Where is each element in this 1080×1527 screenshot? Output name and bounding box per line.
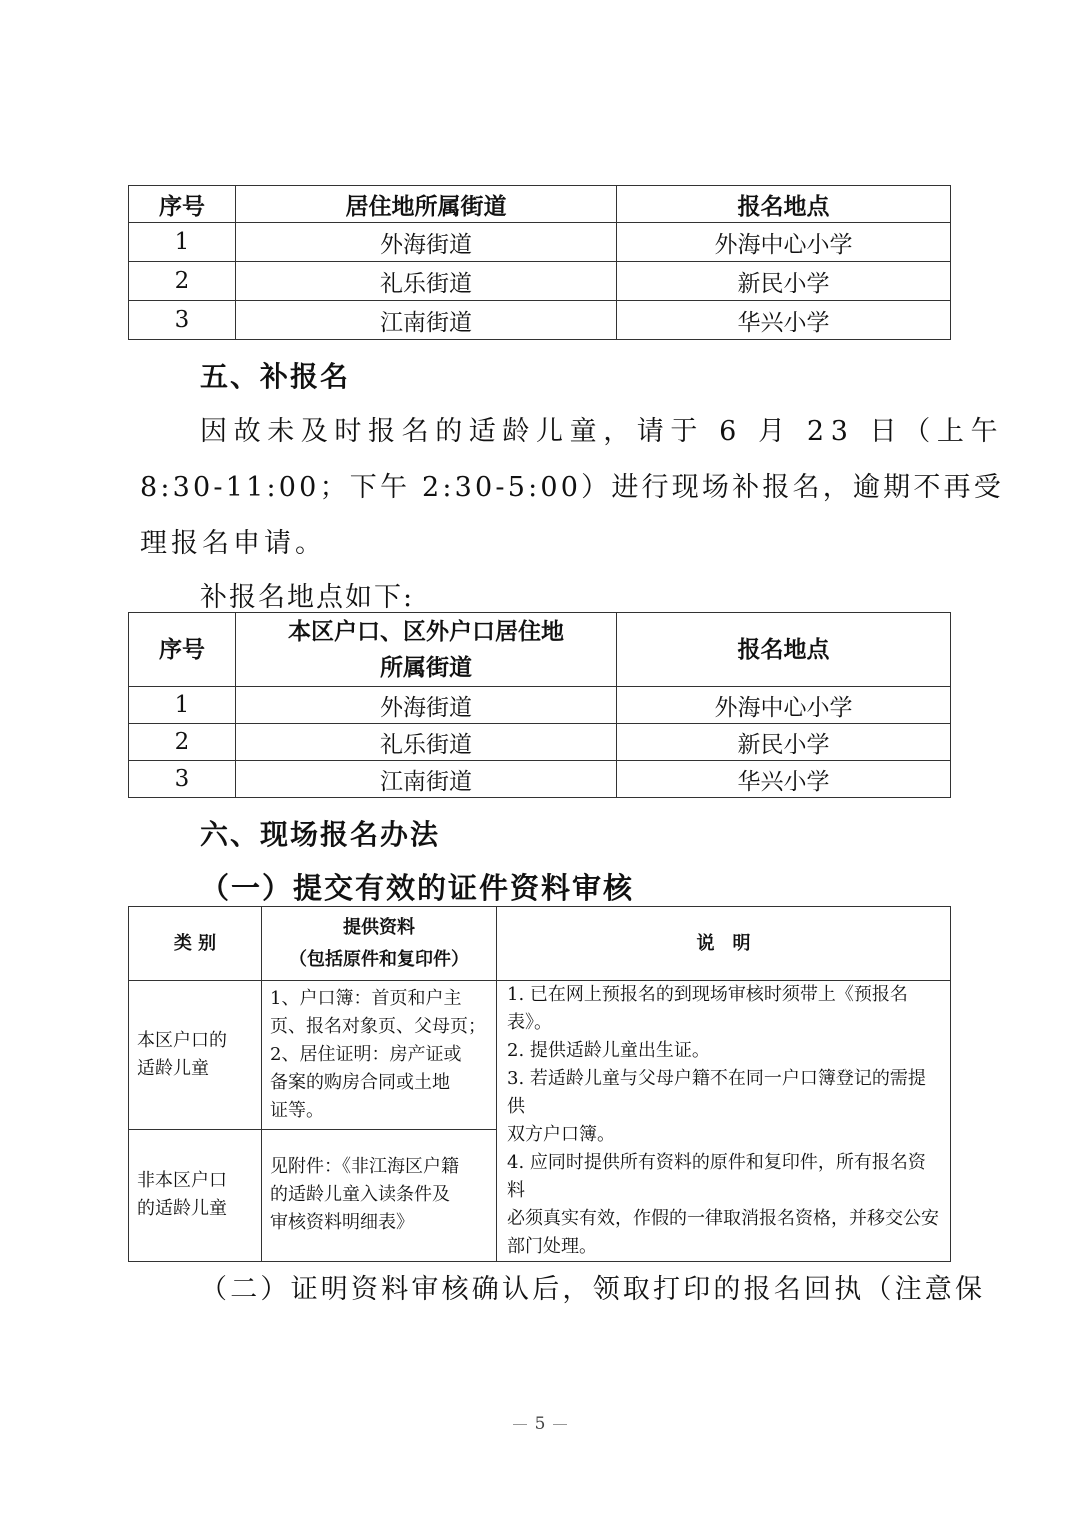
note-line: 3. 若适龄儿童与父母户籍不在同一户口簿登记的需提供 [507,1068,926,1117]
documents-line: 的适龄儿童入读条件及 [270,1184,450,1206]
section5-para-line3: 理报名申请。 [140,528,326,559]
late-registration-table [128,612,951,798]
note-line: 双方户口簿。 [507,1124,615,1145]
table-row [129,687,951,724]
documents-line: 证等。 [270,1099,324,1121]
cell-index: 3 [129,301,236,340]
section6-sub1: （一）提交有效的证件资料审核 [200,871,635,905]
header-index: 序号 [129,613,236,687]
header-location: 报名地点 [617,186,951,223]
cell-index: 3 [129,761,236,798]
cell-street: 外海街道 [236,223,617,262]
category-line: 本区户口的 [137,1029,227,1051]
note-line: 1. 已在网上预报名的到现场审核时须带上《预报名表》。 [507,984,908,1033]
header-documents-line1: 提供资料 [343,916,415,938]
table-header-row [129,186,951,223]
category-line: 适龄儿童 [137,1057,209,1079]
cell-category-nonlocal [129,1129,262,1261]
header-note: 说 明 [497,907,951,981]
section5-heading: 五、补报名 [200,360,351,393]
header-street-line1: 本区户口、区外户口居住地 [288,618,564,645]
cell-location: 新民小学 [617,262,951,301]
header-documents [262,907,497,981]
header-location: 报名地点 [617,613,951,687]
cell-index: 2 [129,724,236,761]
page-number [500,1414,580,1434]
cell-index: 1 [129,687,236,724]
note-line: 2. 提供适龄儿童出生证。 [507,1040,710,1061]
category-line: 的适龄儿童 [137,1198,227,1220]
table-row [129,301,951,340]
documents-line: 页、报名对象页、父母页； [270,1015,486,1037]
cell-street: 礼乐街道 [236,262,617,301]
cell-index: 1 [129,223,236,262]
street-registration-table [128,185,951,340]
table-row [129,223,951,262]
documents-line: 审核资料明细表》 [270,1212,414,1234]
cell-location: 华兴小学 [617,301,951,340]
page-number-value: 5 [534,1414,546,1434]
header-street-line2: 所属街道 [380,654,472,681]
table-row [129,262,951,301]
section6-heading: 六、现场报名办法 [200,818,441,851]
table-header-row [129,907,951,981]
header-category: 类 别 [129,907,262,981]
table-header-row [129,613,951,687]
note-line: 部门处理。 [507,1236,597,1257]
cell-location: 外海中心小学 [617,687,951,724]
documents-line: 见附件：《非江海区户籍 [270,1156,459,1178]
section5-para-line2: 8:30-11:00；下午 2:30-5:00）进行现场补报名，逾期不再受 [140,472,1004,503]
cell-documents-local [262,981,497,1130]
documents-line: 2、居住证明：房产证或 [270,1043,462,1065]
cell-category-local [129,981,262,1130]
page-dash-right [553,1424,567,1425]
cell-location: 新民小学 [617,724,951,761]
category-line: 非本区户口 [137,1170,227,1192]
documents-line: 1、户口簿：首页和户主 [270,987,462,1009]
cell-street: 礼乐街道 [236,724,617,761]
section5-para-line1: 因故未及时报名的适龄儿童，请于 6 月 23 日（上午 [200,416,1005,447]
header-index: 序号 [129,186,236,223]
note-line: 必须真实有效，作假的一律取消报名资格，并移交公安 [507,1208,939,1229]
header-documents-line2: （包括原件和复印件） [289,948,469,970]
note-line: 4. 应同时提供所有资料的原件和复印件，所有报名资料 [507,1152,926,1201]
cell-documents-nonlocal [262,1129,497,1261]
cell-notes [497,981,951,1262]
cell-location: 外海中心小学 [617,223,951,262]
section6-sub2: （二）证明资料审核确认后，领取打印的报名回执（注意保 [200,1274,986,1305]
cell-street: 江南街道 [236,301,617,340]
header-street [236,613,617,687]
section5-list-intro: 补报名地点如下: [200,582,415,613]
table-row [129,761,951,798]
header-street: 居住地所属街道 [236,186,617,223]
table-row [129,981,951,1130]
cell-street: 江南街道 [236,761,617,798]
table-row [129,724,951,761]
page-dash-left [513,1424,527,1425]
cell-location: 华兴小学 [617,761,951,798]
documents-table [128,906,951,1262]
documents-line: 备案的购房合同或土地 [270,1071,450,1093]
cell-index: 2 [129,262,236,301]
cell-street: 外海街道 [236,687,617,724]
